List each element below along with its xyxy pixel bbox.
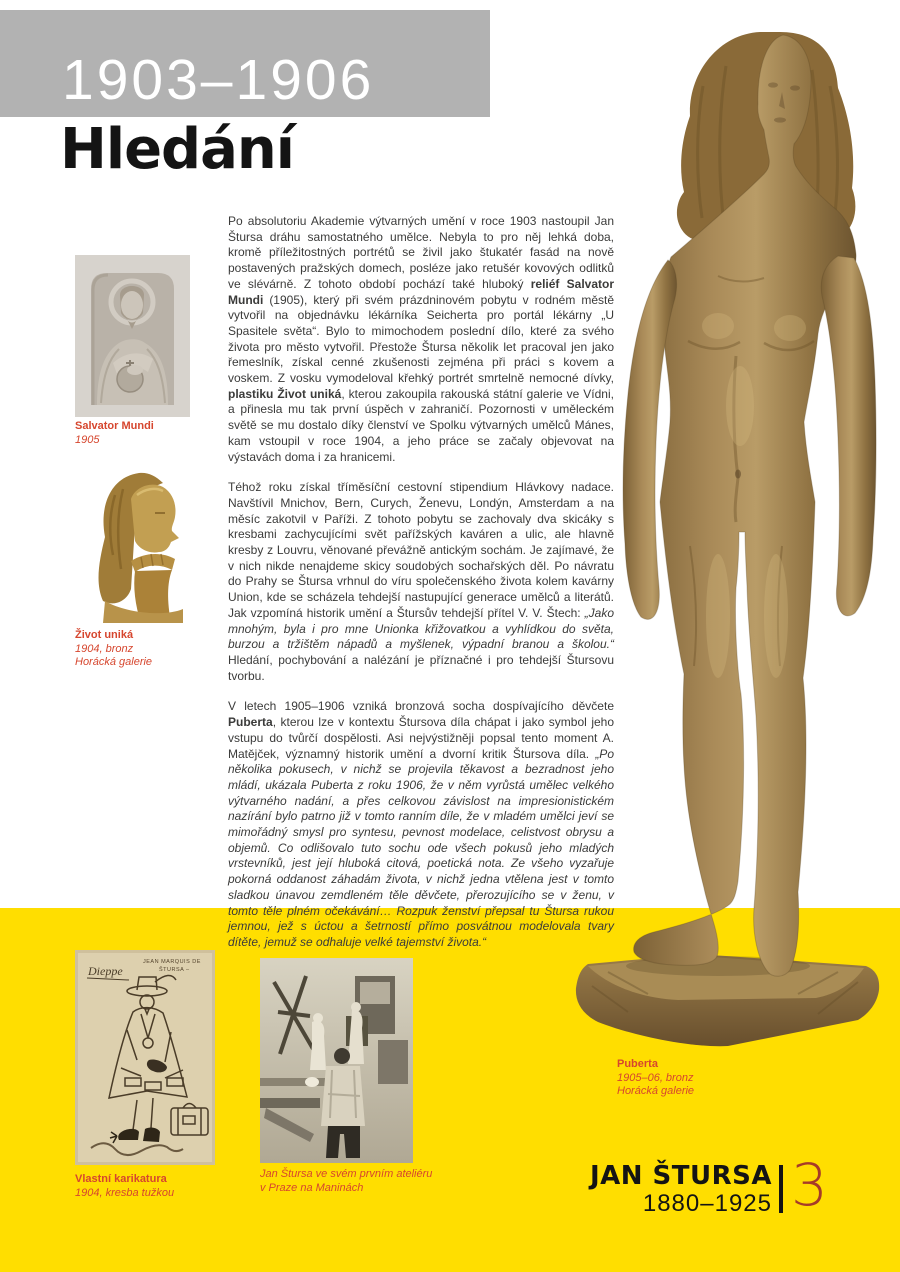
- karikatura-drawing: [75, 950, 215, 1165]
- caption-title: Puberta: [617, 1058, 658, 1070]
- caption-line: 1905–06, bronz: [617, 1071, 694, 1084]
- artist-lifespan: 1880–1925: [642, 1190, 772, 1217]
- footer-divider-bar: [779, 1165, 783, 1213]
- drawing-text-name1: JEAN MARQUIS DE: [143, 959, 201, 965]
- caption-line: 1905: [75, 433, 100, 446]
- salvator-mundi-photo: [75, 255, 190, 417]
- panel-number: 3: [791, 1151, 828, 1219]
- article-paragraph: V letech 1905–1906 vzniká bronzová socha dospívajícího děvčete Puberta, kterou lze v kontextu Štursova díla chápat i jako symbol jeho vstupu do tvůrčí dospělosti. Asi nejvýstižněji popsal tento moment A. Matějček, významný historik umění a dvorní kritik Štursova díla. „Po několika pokusech, v nichž se projevila těkavost a bezradnost jeho mládí, ukázala Puberta z roku 1906, že v něm vyrůstá umělec velkého výtvarného nadání, a přes celkovou závislost na impresionistickém nazírání bylo patrno již v tomto ranním díle, že v mladém umělci jeví se mimořádný smysl pro syntesu, pevnost modelace, celistvost obrysu a objemů. Co odlišovalo tuto sochu ode všech pokusů jeho mladých vrstevníků, jest její hluboká citová, poetická nota. Ze všeho vyzařuje pokorná oddanost záhadám života, v nichž jedna vtělena jest v tomto sladkou únavou zemdleném těle děvčete, přerozujícího se v ženu, v tomto těle plném očekávání… Rozpuk ženství přepsal tu Štursa rukou jemnou, jež s úctou a šetrností přímo posvátnou modelovala tvary dítěte, jemuž se odhaluje velké tajemství života.“: [228, 699, 614, 949]
- caption-line: 1904, bronz: [75, 642, 134, 655]
- page-title: Hledání: [60, 117, 294, 182]
- caption-title: Salvator Mundi: [75, 420, 154, 432]
- atelier-caption: [260, 1168, 432, 1195]
- period-years: 1903–1906: [62, 48, 375, 112]
- statue-right-arm: [821, 256, 876, 616]
- caption-title: Vlastní karikatura: [75, 1173, 167, 1185]
- article-text: [228, 214, 614, 951]
- article-paragraph: Téhož roku získal tříměsíční cestovní stipendium Hlávkovy nadace. Navštívil Mnichov, Bern, Curych, Ženevu, Londýn, Amsterdam a na měsíc zakotvil v Paříži. Z tohoto pobytu se zachovaly dva skicáky s kresbami zachycujícími svět pařížských kaváren a ulic, ale hlavně kresby z Louvru, věnované převážně antickým sochám. Je zajímavé, že v nich nikde nenajdeme skicy soudobých sochařských děl. Po návratu do Prahy se Štursa vrhnul do víru společenského života kolem kavárny Union, kde se scházela tehdejší nastupující generace umělců a literátů. Jak vzpomíná historik umění a Štursův tehdejší přítel V. V. Štech: „Jako mnohým, byla i pro mne Unionka křižovatkou a vyhlídkou do světa, burzou a tržištěm nápadů a myšlenek, výpadní branou a školou.“ Hledání, pochybování a nalézání je příznačné i pro tehdejší Štursovu tvorbu.: [228, 480, 614, 683]
- zivot-caption: [75, 629, 152, 670]
- karikatura-caption: [75, 1173, 174, 1200]
- drawing-text-place: Dieppe: [88, 964, 123, 978]
- caption-line: 1904, kresba tužkou: [75, 1186, 175, 1199]
- artist-name: JAN ŠTURSA: [589, 1161, 772, 1191]
- caption-line: v Praze na Maninách: [260, 1181, 364, 1194]
- caption-line: Horácká galerie: [617, 1085, 695, 1097]
- caption-title: Život uniká: [75, 629, 134, 641]
- puberta-statue-photo: [568, 26, 900, 1050]
- salvator-caption: [75, 420, 154, 447]
- caption-line: Horácká galerie: [75, 656, 153, 668]
- atelier-photo: [260, 958, 413, 1163]
- artist-block: [590, 1163, 772, 1216]
- statue-base: [576, 954, 879, 1046]
- drawing-text-name2: ŠTURSA –: [159, 967, 190, 973]
- puberta-caption: [617, 1058, 694, 1099]
- caption-line: Jan Štursa ve svém prvním ateliéru: [260, 1168, 433, 1180]
- header-banner: [0, 10, 490, 117]
- zivot-unika-photo: [75, 465, 203, 623]
- article-paragraph: Po absolutoriu Akademie výtvarných umění v roce 1903 nastoupil Jan Štursa dráhu samostatného umělce. Nebyla to pro něj lehká doba, kromě příležitostných portrétů se živil jako štukatér fasád na nově postavených pražských domech, posléze jako retušér kovových odlitků ve slévárně. Z tohoto období pochází také hluboký reliéf Salvator Mundi (1905), který při svém prázdninovém pobytu v rodném městě vytvořil na objednávku lékárníka Seicherta pro portál lékárny „U Spasitele světa“. Bylo to mimochodem poslední dílo, které za svého života pro město vytvořil. Přestože Štursa několik let pracoval jen jako řemeslník, získal cenné zkušenosti zejména při práci s kovem a voskem. Z vosku vymodeloval křehký portrét smrtelně nemocné dívky, plastiku Život uniká, kterou zakoupila rakouská státní galerie ve Vídni, a přinesla mu tak první úspěch v zahraničí. Pozornosti v uměleckém světě se mu dostalo díky členství ve Spolku výtvarných umělců Mánes, kam vstoupil v roce 1904, a jeho práce se začaly objevovat na výstavách doma i za hranicemi.: [228, 214, 614, 464]
